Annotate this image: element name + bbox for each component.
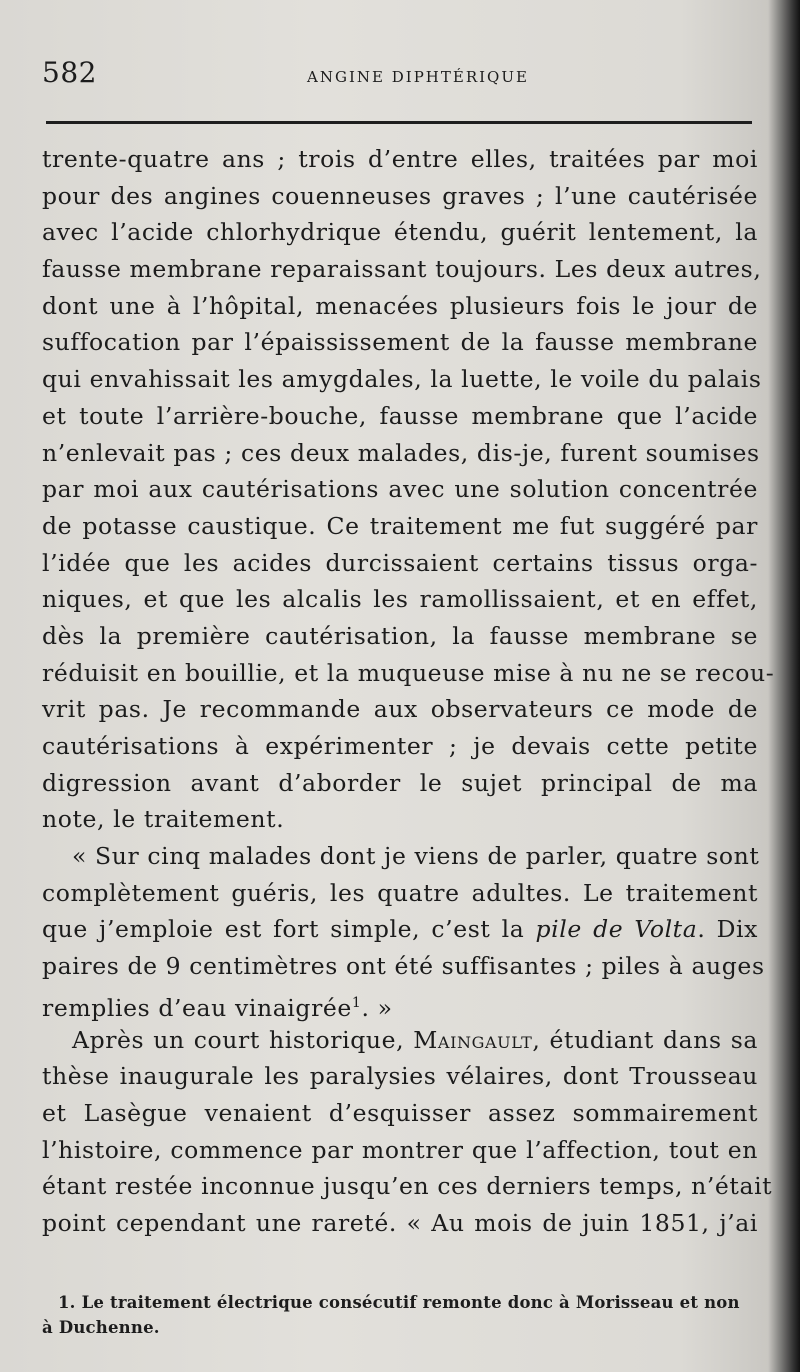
text-segment: , étudiant dans sa [532,1025,758,1054]
text-line: qui envahissait les amygdales, la luette, le voile du palais [42,365,762,394]
text-segment: remplies d’eau vinaigrée [42,993,352,1022]
text-line: digression avant d’aborder le sujet principal de ma [42,768,758,797]
text-line: réduisit en bouillie, et la muqueuse mise à nu ne se recou- [42,658,775,687]
italic-term: pile de Volta [535,915,698,944]
text-line: par moi aux cautérisations avec une solution concentrée [42,475,758,504]
text-line: thèse inaugurale les paralysies vélaires, dont Trousseau [42,1062,758,1091]
page-header [42,56,754,96]
text-segment: . » [361,993,393,1022]
body-text [42,141,775,1242]
text-line: dès la première cautérisation, la fausse membrane se [42,621,758,650]
text-line: suffocation par l’épaississement de la fausse membrane [42,328,758,357]
text-line: note, le traitement. [42,805,285,834]
text-line: et Lasègue venaient d’esquisser assez sommairement [42,1098,758,1127]
footnote-marker: 1 [351,994,362,1011]
header-rule [46,121,752,124]
text-line: l’histoire, commence par montrer que l’affection, tout en [42,1135,758,1164]
text-line: trente-quatre ans ; trois d’entre elles, traitées par moi [42,145,758,173]
text-line: dont une à l’hôpital, menacées plusieurs fois le jour de [42,291,758,320]
text-segment: Après un court historique, [72,1025,405,1054]
author-name: Maingault [413,1025,533,1054]
text-line: cautérisations à expérimenter ; je devais cette petite [42,732,758,760]
text-line: l’idée que les acides durcissaient certains tissus orga- [42,548,758,577]
text-line: niques, et que les alcalis les ramollissaient, et en effet, [42,585,758,614]
text-line: point cependant une rareté. « Au mois de juin 1851, j’ai [42,1208,758,1237]
page-number: 582 [42,56,97,89]
text-line: pour des angines couenneuses graves ; l’une cautérisée [42,181,758,210]
footnote-line: 1. Le traitement électrique consécutif remonte donc à Morisseau et non [58,1293,740,1312]
text-line: et toute l’arrière-bouche, fausse membrane que l’acide [42,401,758,430]
text-line: vrit pas. Je recommande aux observateurs ce mode de [42,695,758,724]
text-line [42,911,758,948]
text-line: complètement guéris, les quatre adultes. Le traitement [42,878,758,907]
text-segment: . Dix [697,915,759,944]
text-line: fausse membrane reparaissant toujours. Les deux autres, [42,255,762,284]
text-line: de potasse caustique. Ce traitement me fut suggéré par [42,511,758,540]
text-line [42,985,758,1022]
running-title: ANGINE DIPHTÉRIQUE [307,68,529,86]
text-line: avec l’acide chlorhydrique étendu, guérit lentement, la [42,218,758,247]
text-segment: que j’emploie est fort simple, c’est la [42,915,525,944]
footnotes [42,1290,758,1340]
text-line [42,1022,758,1059]
text-line: paires de 9 centimètres ont été suffisantes ; piles à auges [42,952,765,981]
footnote-line: à Duchenne. [42,1318,160,1337]
text-line: n’enlevait pas ; ces deux malades, dis-je, furent soumises [42,438,760,467]
text-line: « Sur cinq malades dont je viens de parler, quatre sont [72,842,760,871]
text-line: étant restée inconnue jusqu’en ces derniers temps, n’était [42,1172,773,1201]
